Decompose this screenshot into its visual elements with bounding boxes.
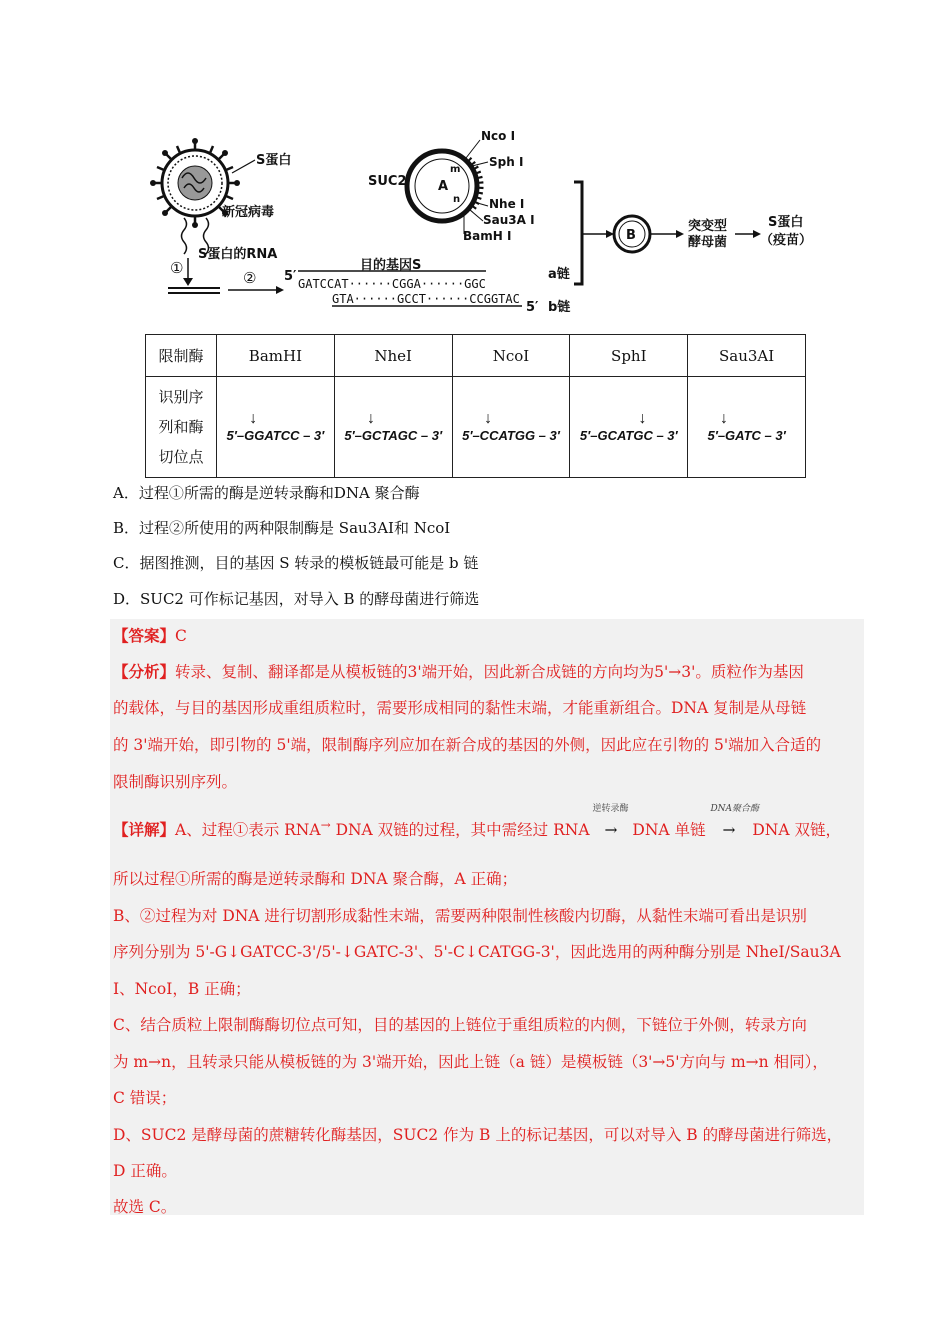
analysis-line: 【分析】转录、复制、翻译都是从模板链的3'端开始，因此新合成链的方向均为5'→3'。质粒作为基因 (113, 662, 804, 681)
detail-line: 序列分别为 5'-G↓GATCC-3'/5'-↓GATC-3'、5'-C↓CATGG-3'，因此选用的两种酶分别是 NheI/Sau3A (113, 943, 841, 961)
cut-site-cell (217, 377, 335, 478)
yeast-label-1: 突变型 (688, 219, 728, 234)
step2-label: ② (243, 269, 257, 287)
row-label-line: 切位点 (158, 448, 204, 466)
cut-site-cell (452, 377, 570, 478)
conclusion-line: 故选 C。 (113, 1198, 177, 1216)
site-sau-label: Sau3A Ⅰ (483, 213, 535, 227)
enzyme-name: SphⅠ (570, 335, 688, 377)
suc2-label: SUC2 (368, 174, 407, 189)
gene-label: 目的基因S (360, 258, 422, 273)
answer-explanation (110, 619, 864, 1215)
virus-label: 新冠病毒 (222, 205, 275, 220)
strand-a-sequence: GATCCAT······CGGA······GGC (298, 277, 486, 291)
site-bam-label: BamH Ⅰ (463, 229, 512, 243)
table-header-label: 限制酶 (146, 335, 217, 377)
analysis-line: 限制酶识别序列。 (113, 773, 238, 791)
m-label: m (450, 164, 461, 175)
enzyme-table (145, 334, 806, 478)
option-b: B．过程②所使用的两种限制酶是 Sau3AⅠ和 NcoⅠ (113, 519, 451, 537)
enzyme-name: Sau3AⅠ (688, 335, 806, 377)
detail-line: C、结合质粒上限制酶酶切位点可知，目的基因的上链位于重组质粒的内侧，下链位于外侧，转录方向 (113, 1016, 807, 1034)
option-c: C．据图推测，目的基因 S 转录的模板链最可能是 b 链 (113, 554, 479, 572)
table-row (146, 335, 806, 377)
detail-line: D 正确。 (113, 1162, 177, 1180)
detail-line: D、SUC2 是酵母菌的蔗糖转化酶基因，SUC2 作为 B 上的标记基因，可以对导入 B 的酵母菌进行筛选， (113, 1126, 843, 1144)
bracket (574, 182, 582, 284)
cut-site-cell (688, 377, 806, 478)
five-prime-top: 5′ (284, 269, 297, 284)
analysis-line: 的载体，与目的基因形成重组质粒时，需要形成相同的黏性末端，才能重新组合。DNA 复制是从母链 (113, 699, 807, 717)
s-protein-label: S蛋白 (256, 153, 292, 168)
n-label: n (453, 194, 461, 205)
answer-line: 【答案】C (113, 626, 187, 645)
table-row (146, 377, 806, 478)
enzyme-name: NcoⅠ (452, 335, 570, 377)
site-nco-label: Nco Ⅰ (481, 129, 516, 143)
enzyme-name: NheⅠ (334, 335, 452, 377)
cut-site-cell (570, 377, 688, 478)
cut-site: 5′–GCATG ↓ C – 3′ (579, 410, 678, 443)
product-label-2: （疫苗） (760, 233, 813, 248)
cut-arrow-icon: ↓ (638, 410, 647, 427)
cut-arrow-icon: ↓ (249, 410, 258, 427)
five-prime-bottom: 5′ (526, 300, 539, 315)
site-sph-label: Sph Ⅰ (489, 155, 524, 169)
detail-line: I、NcoI，B 正确； (113, 980, 251, 998)
plasmid-label: A (438, 179, 449, 194)
row-label-line: 识别序 (158, 388, 204, 406)
cut-site: 5′–G ↓ CTAGC – 3′ (344, 410, 443, 443)
enzyme-name: BamHⅠ (217, 335, 335, 377)
detail-line: 为 m→n，且转录只能从模板链的为 3'端开始，因此上链（a 链）是模板链（3'→5'方向与 m→n 相同）， (113, 1053, 828, 1071)
cut-site: 5′–C ↓ CATGG – 3′ (462, 410, 560, 443)
strand-b-sequence: GTA······GCCT······CCGGTAC (332, 292, 520, 306)
cut-site: 5′–G ↓ GATCC – 3′ (226, 410, 325, 443)
enzyme-label: 逆转录酶 (592, 804, 629, 814)
row-label (146, 377, 217, 478)
detail-line: B、②过程为对 DNA 进行切割形成黏性末端，需要两种限制性核酸内切酶，从黏性末端可看出是识别 (113, 907, 807, 925)
cut-site-cell (334, 377, 452, 478)
option-d: D．SUC2 可作标记基因，对导入 B 的酵母菌进行筛选 (113, 590, 480, 608)
detail-line: 所以过程①所需的酶是逆转录酶和 DNA 聚合酶，A 正确； (113, 870, 518, 888)
b-chain-label: b链 (548, 300, 571, 315)
cut-site: 5′– ↓ GATC – 3′ (707, 410, 786, 443)
detail-line: 【详解】A、过程①表示 RNA→ DNA 双链的过程，其中需经过 RNA 逆转录酶 → DNA 单链 DNA聚合酶 → DNA 双链， (113, 818, 841, 840)
product-label-1: S蛋白 (768, 215, 804, 230)
a-chain-label: a链 (548, 267, 570, 282)
genetic-engineering-diagram (150, 118, 840, 328)
enzyme-label: DNA聚合酶 (710, 804, 760, 814)
option-a: A．过程①所需的酶是逆转录酶和DNA 聚合酶 (113, 484, 420, 502)
row-label-line: 列和酶 (158, 418, 204, 436)
cut-arrow-icon: ↓ (484, 410, 493, 427)
cut-arrow-icon: ↓ (720, 410, 729, 427)
cut-arrow-icon: ↓ (367, 410, 376, 427)
rna-label: S蛋白的RNA (198, 247, 278, 262)
detail-line: C 错误； (113, 1089, 177, 1107)
yeast-label-2: 酵母菌 (688, 235, 728, 250)
analysis-line: 的 3'端开始，即引物的 5'端，限制酶序列应加在新合成的基因的外侧，因此应在引物的 5'端加入合适的 (113, 736, 822, 754)
step1-label: ① (170, 259, 184, 277)
cell-b-label: B (626, 228, 636, 243)
site-nhe-label: Nhe Ⅰ (489, 197, 525, 211)
